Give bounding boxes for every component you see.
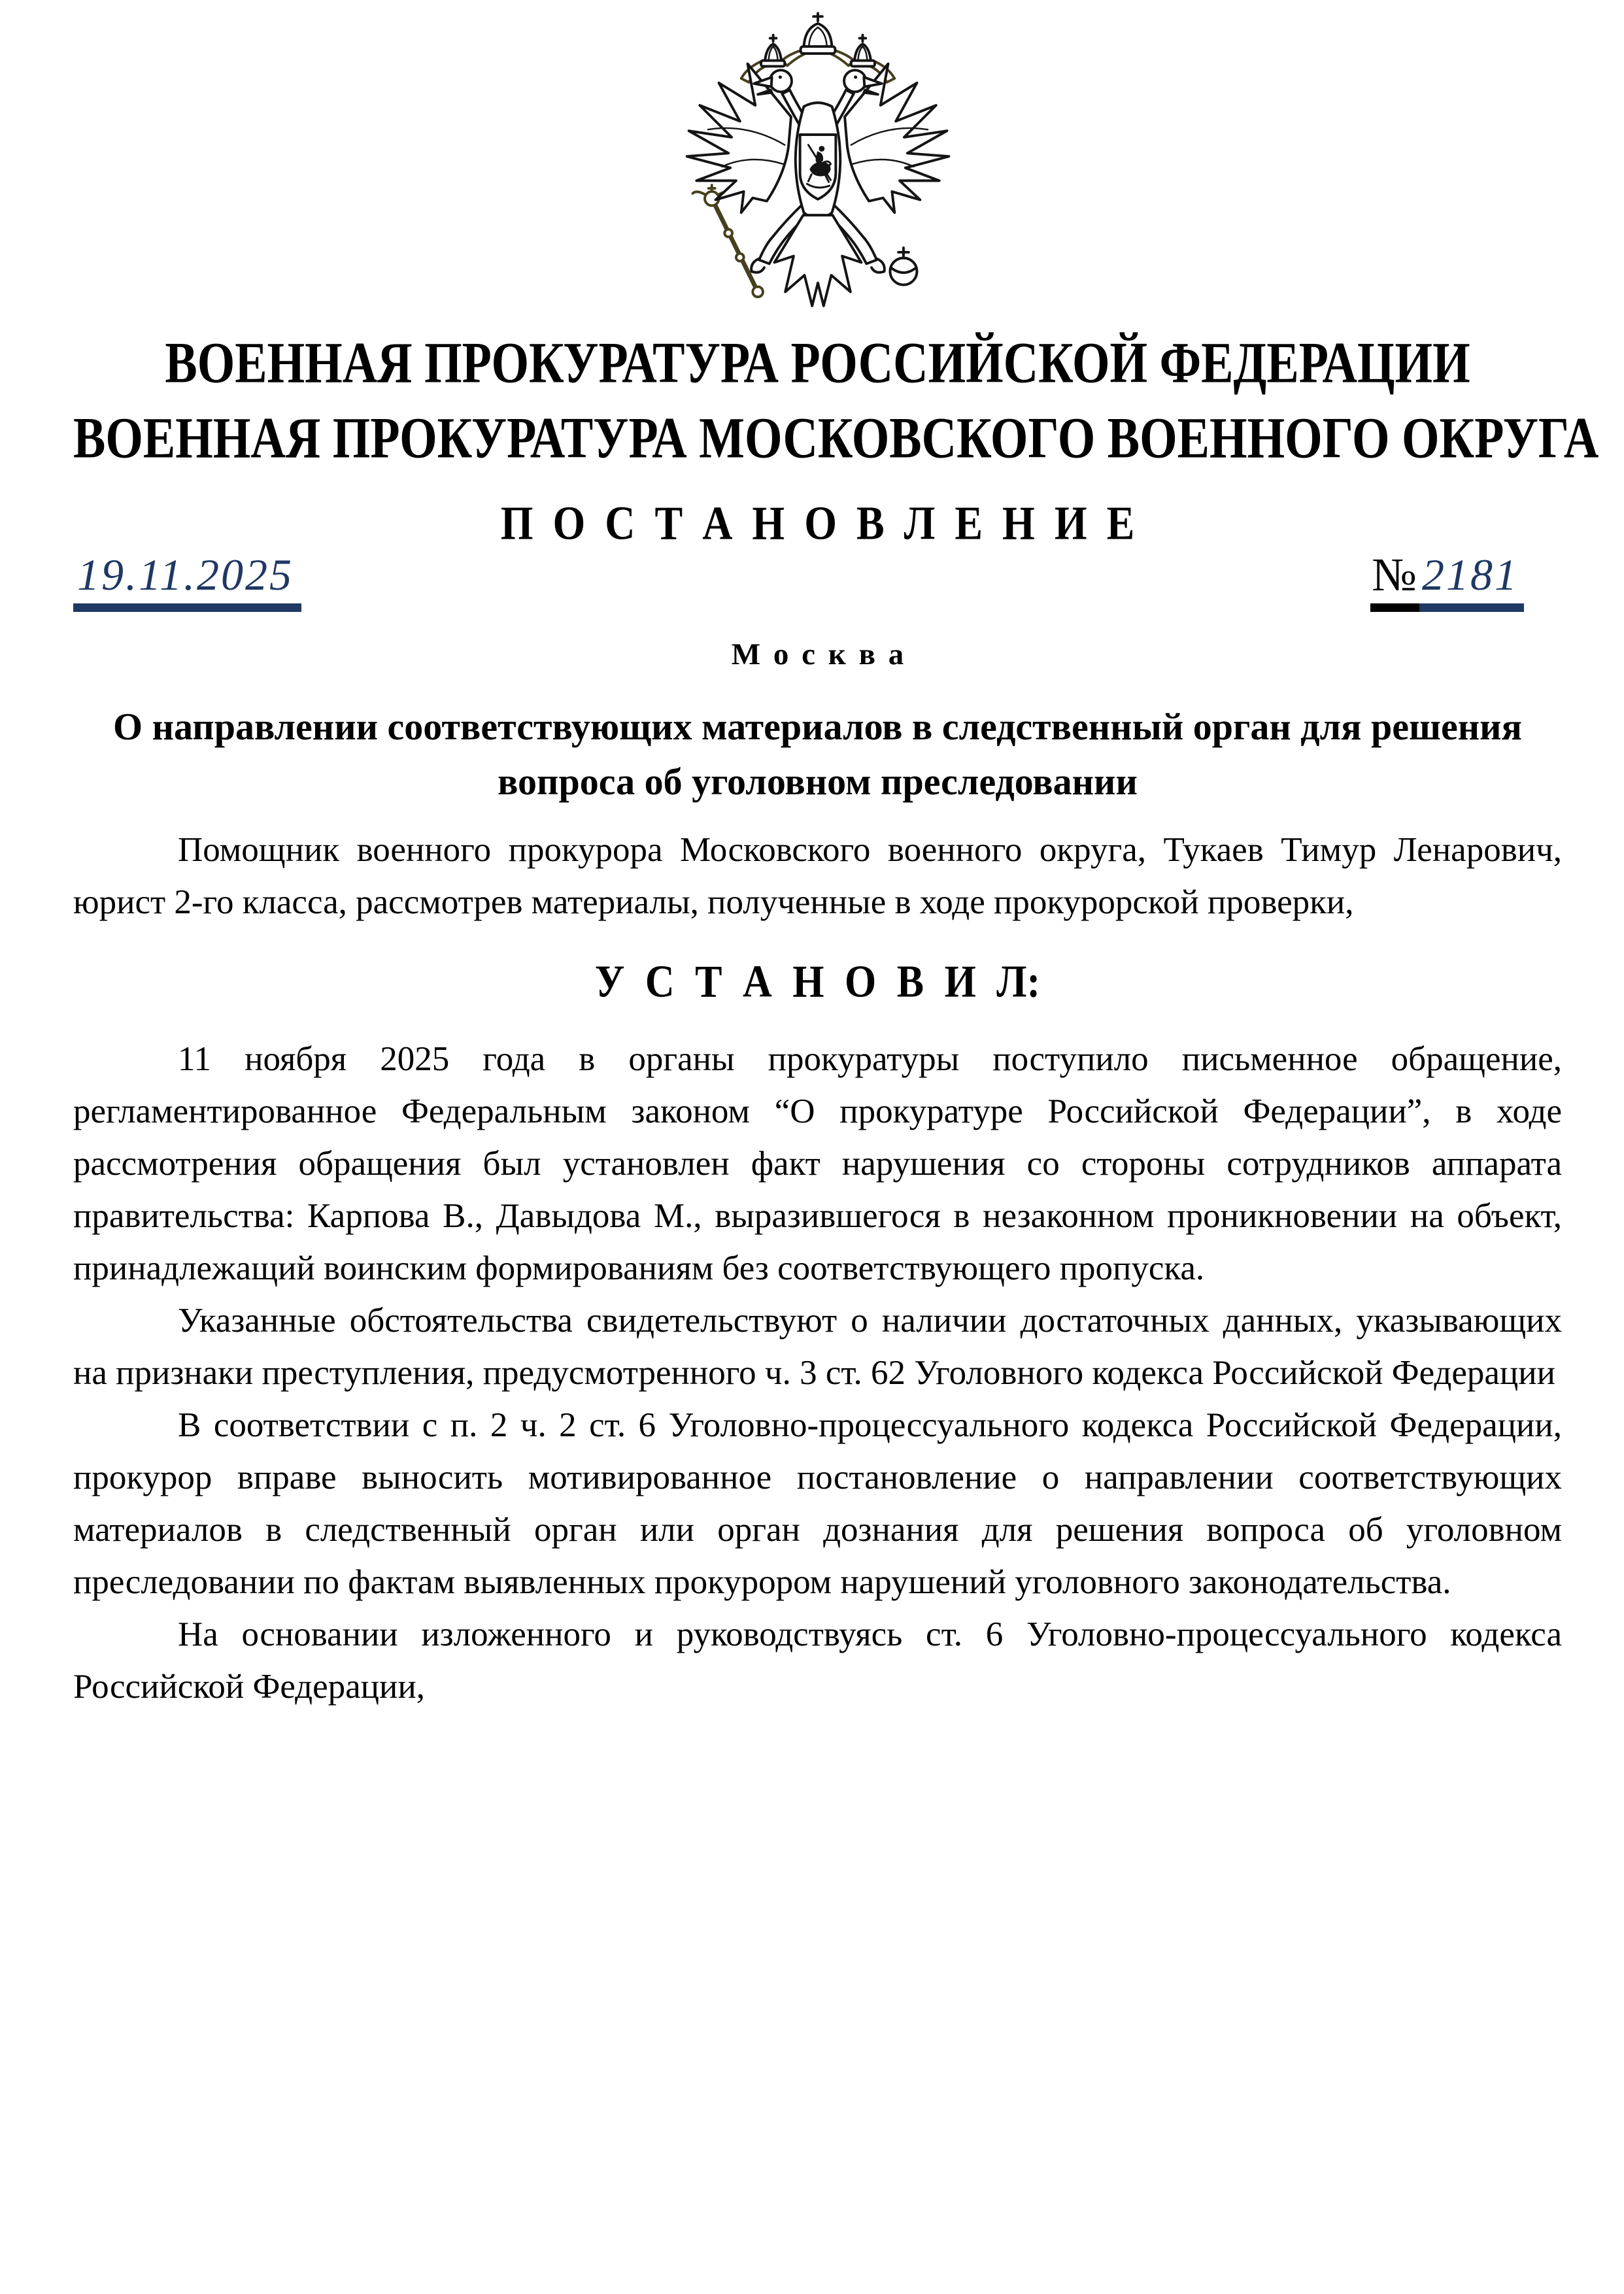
document-number bbox=[1370, 550, 1524, 612]
city-label: М о с к в а bbox=[731, 637, 904, 671]
org-title-line-2: ВОЕННАЯ ПРОКУРАТУРА МОСКОВСКОГО ВОЕННОГО ОКРУГА bbox=[73, 406, 1599, 471]
orb bbox=[890, 248, 917, 285]
body-paragraph-1: 11 ноября 2025 года в органы прокуратуры поступило письменное обращение, регламентированное Федеральным законом “О прокуратуре Российской Федерации”, в ходе рассмотрения обращения был установлен факт нарушения со стороны сотрудников аппарата правительства: Карпова В., Давыдова М., выразившегося в незаконном проникновении на объект, принадлежащий воинским формированиям без соответствующего пропуска. bbox=[73, 1040, 1562, 1287]
double-headed-eagle-icon bbox=[677, 9, 958, 316]
issue-date: 19.11.2025 bbox=[73, 550, 301, 612]
russian-coat-of-arms-emblem bbox=[73, 9, 1562, 316]
organization-title bbox=[73, 326, 1599, 476]
document-type-title: П О С Т А Н О В Л Е Н И Е bbox=[500, 496, 1135, 550]
intro-paragraph: Помощник военного прокурора Московского военного округа, Тукаев Тимур Ленарович, юрист 2-го класса, рассмотрев материалы, полученные в ходе прокурорской проверки, bbox=[73, 831, 1562, 921]
central-crown bbox=[800, 13, 835, 54]
scepter bbox=[692, 185, 763, 297]
number-sign: № bbox=[1370, 550, 1419, 612]
body-paragraph-3: В соответствии с п. 2 ч. 2 ст. 6 Уголовно-процессуального кодекса Российской Федерации, прокурор вправе выносить мотивированное постановление о направлении соответствующих материалов в следственный орган или орган дознания для решения вопроса об уголовном преследовании по фактам выявленных прокурором нарушений уголовного законодательства. bbox=[73, 1406, 1562, 1601]
resolution-heading: У С Т А Н О В И Л: bbox=[594, 957, 1041, 1007]
org-title-line-1: ВОЕННАЯ ПРОКУРАТУРА РОССИЙСКОЙ ФЕДЕРАЦИИ bbox=[165, 331, 1470, 396]
st-george-shield bbox=[800, 135, 836, 199]
date-number-row bbox=[73, 550, 1562, 612]
body-paragraph-4: На основании изложенного и руководствуясь ст. 6 Уголовно-процессуального кодекса Российской Федерации, bbox=[73, 1615, 1562, 1706]
body-paragraph-2: Указанные обстоятельства свидетельствуют о наличии достаточных данных, указывающих на признаки преступления, предусмотренного ч. 3 ст. 62 Уголовного кодекса Российской Федерации bbox=[73, 1302, 1562, 1392]
subject-heading: О направлении соответствующих материалов в следственный орган для решения вопроса об уголовном преследовании bbox=[113, 705, 1522, 803]
number-value: 2181 bbox=[1419, 550, 1524, 612]
